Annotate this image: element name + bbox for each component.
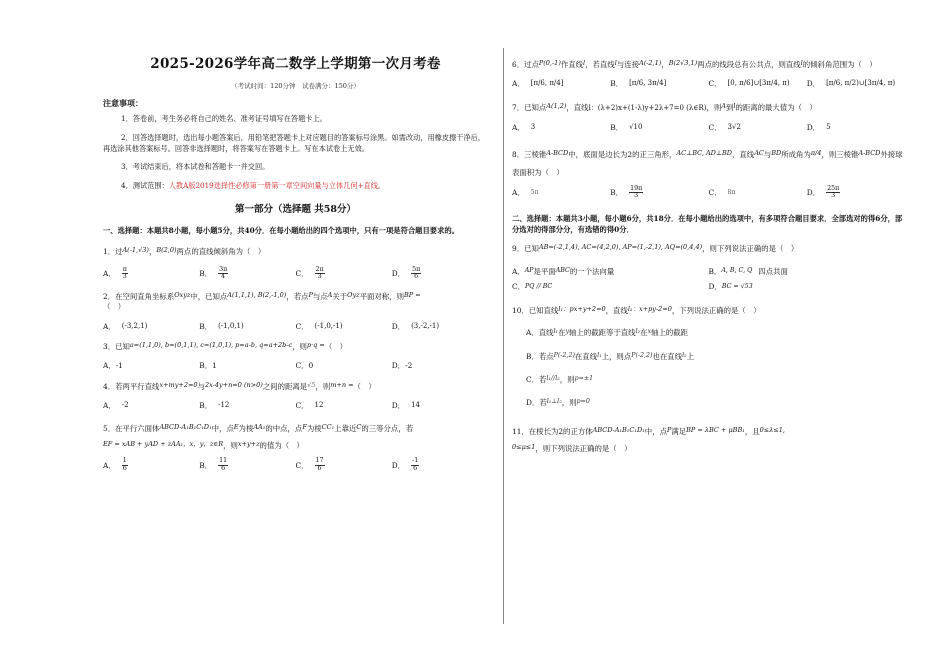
q5-math-4: F <box>302 423 307 432</box>
option-label: A． <box>103 321 116 331</box>
q3-text-a: 3．已知 <box>103 341 130 351</box>
q2-options <box>103 322 488 331</box>
q3-text-c: （ ） <box>324 341 348 351</box>
q10-math-2: l₂：x+py-2=0 <box>627 305 672 314</box>
q7-option-b[interactable] <box>610 123 708 132</box>
q1-options <box>103 267 488 281</box>
fraction <box>315 267 325 281</box>
q9-options <box>512 267 905 298</box>
q2-option-c[interactable] <box>296 322 392 331</box>
q4-text-e: （ ） <box>353 381 376 391</box>
q7-option-c[interactable] <box>709 123 807 132</box>
q4-math-2: 2x-4y+n=0 (n>0) <box>204 380 263 389</box>
option-label: B． <box>199 321 213 331</box>
question-6 <box>512 56 905 73</box>
q5-math-5: CC₁ <box>321 423 335 432</box>
q2-text-c: ，若点 <box>286 292 309 302</box>
notice-item-2: 2．回答选择题时，选出每小题答案后，用铅笔把答题卡上对应题目的答案标号涂黑。如需改动，用橡皮擦干净后，再选涂其他答案标号。回答非选择题时，将答案写在答题卡上。写在本试卷上无效。 <box>103 132 485 153</box>
q2-text-g: （ ） <box>103 302 126 312</box>
q7-option-d[interactable] <box>807 123 905 132</box>
q6-text-g: 的倾斜角范围为（ ） <box>802 60 877 69</box>
q7-options <box>512 123 905 132</box>
q8-text-a: 8．三棱锥 <box>512 150 547 160</box>
q3-math-2: p·q = <box>306 340 325 349</box>
option-label: C． <box>708 79 722 89</box>
q9-option-d[interactable] <box>709 282 906 291</box>
numerator: 5π <box>412 265 421 273</box>
q8-math-6: A-BCD <box>858 149 881 158</box>
denominator: 6 <box>413 464 418 472</box>
q10-d-math-1: l₁⊥l₂ <box>546 398 562 406</box>
q4-text-c: 之间的距离是 <box>262 381 308 391</box>
q4-math-1: x+my+2=0 <box>159 380 198 389</box>
q3-text-b: ，则 <box>292 341 307 351</box>
q4-text-a: 4．若两平行直线 <box>103 381 160 391</box>
q2-text-a: 2．在空间直角坐标系 <box>103 292 175 302</box>
right-column <box>512 48 905 458</box>
q2-text-b: 中，已知点 <box>190 292 228 302</box>
option-label: B． <box>610 79 624 89</box>
q11-math-4: 0≤λ≤1, 0≤μ≤1 <box>512 426 785 452</box>
q10-d-text-2: ，则 <box>561 398 577 408</box>
option-label: D． <box>806 188 821 198</box>
question-9 <box>512 243 905 254</box>
q10-c-math-1: l₁//l₂ <box>546 374 560 382</box>
option-label: B． <box>610 123 624 133</box>
q8-options <box>512 186 905 200</box>
fraction <box>122 267 128 281</box>
q10-a-math-1: l₁ <box>553 328 559 336</box>
option-label: C． <box>295 321 309 331</box>
option-label: C． <box>295 269 309 279</box>
notice-item-4-prefix: 4．测试范围： <box>121 181 169 191</box>
q2-option-a[interactable] <box>103 322 199 331</box>
q1-option-b[interactable] <box>199 267 295 281</box>
q6-text-c: ，若直线 <box>585 60 615 69</box>
q8-option-b[interactable] <box>610 186 708 200</box>
denominator: 3 <box>122 273 127 281</box>
q5-text-g: 的三等分点，若 <box>361 424 414 434</box>
q10-b-text-4: 上，则点 <box>601 351 632 361</box>
q10-math-1: l₁：px+y+2=0 <box>558 305 606 314</box>
q7-option-a[interactable] <box>512 123 610 132</box>
q5-option-b[interactable] <box>199 458 295 472</box>
option-label: B． <box>199 269 213 279</box>
q8-option-d[interactable] <box>807 186 905 200</box>
option-label: C． <box>708 123 722 133</box>
q5-math-8: x+y+z <box>237 440 260 449</box>
q9-text-a: 9．已知 <box>512 244 539 254</box>
q9-option-b[interactable] <box>709 267 906 276</box>
q2-math-6: BP = <box>403 291 421 300</box>
q1-math-2: B(2,0) <box>156 246 177 255</box>
question-5 <box>103 420 488 454</box>
q2-text-f: 平面对称，则 <box>359 292 404 302</box>
q9-b-math: A, B, C, Q <box>721 267 753 275</box>
q5-text-c: 为棱 <box>238 424 254 434</box>
q2-option-d[interactable] <box>392 322 488 331</box>
q1-text-b: ， <box>148 247 157 257</box>
q8-option-c[interactable] <box>709 186 807 200</box>
q3-option-b[interactable]: B．1 <box>199 361 217 371</box>
q5-options <box>103 458 488 472</box>
q7-text-e: 的距离的最大值为（ ） <box>735 103 817 113</box>
numerator: 1 <box>122 457 127 465</box>
section1-instructions: 一、选择题：本题共8小题，每小题5分，共40分．在每小题给出的四个选项中，只有一项是符合题目要求的。 <box>103 225 459 235</box>
numerator: π <box>122 265 127 273</box>
q1-option-c[interactable] <box>296 267 392 281</box>
q5-text-d: 的中点，点 <box>265 424 303 434</box>
q10-b-math-7: l₂ <box>682 351 687 359</box>
fraction <box>122 458 128 472</box>
q6-option-c[interactable] <box>709 79 807 88</box>
q11-math-3: BP = λBC + μBB₁ <box>686 426 745 435</box>
q7-math-1: A(1,2) <box>546 102 567 111</box>
q10-option-b[interactable] <box>526 352 905 361</box>
q10-text-b: ，直线 <box>605 306 628 316</box>
q6-text-e: ， <box>661 60 669 69</box>
fraction <box>826 186 840 200</box>
q10-a-math-7: x <box>647 328 652 336</box>
q5-text-i: 的值为（ ） <box>259 441 304 451</box>
q10-b-math-1: P(-2,2) <box>553 351 575 359</box>
q1-text-c: 两点的直线倾斜角为（ ） <box>176 247 266 257</box>
q3-option-d[interactable]: D．-2 <box>391 361 413 371</box>
q9-a-math-2: ABC <box>555 267 570 275</box>
numerator: -1 <box>412 457 419 465</box>
denominator: 3 <box>831 192 836 200</box>
q5-math-3: AA₁ <box>253 423 266 432</box>
q6-math-2: l <box>583 59 586 67</box>
option-label: C． <box>295 460 309 470</box>
q5-text-b: 中，点 <box>211 424 234 434</box>
q10-text-c: ，下列说法正确的是（ ） <box>671 306 761 316</box>
q10-a-text-6: 在 <box>640 328 648 338</box>
q7-text-d: 到 <box>725 103 734 113</box>
q3-math-1: a=(1,1,0), b=(0,1,1), c=(1,0,1), p=a-b, q=a+2b-c <box>129 340 293 349</box>
option-label: A． <box>512 123 525 133</box>
q9-a-math-1: AP <box>524 267 534 275</box>
question-7 <box>512 102 905 114</box>
q8-text-c: ，直线 <box>732 150 755 160</box>
q6-math-3: l <box>614 59 617 67</box>
q6-text-a: 6．过点 <box>512 60 539 69</box>
option-value: 3 <box>530 123 536 132</box>
option-value: 5 <box>826 123 831 132</box>
fraction <box>629 186 643 200</box>
q2-math-5: Oyz <box>347 291 360 300</box>
q11-text-c: 满足 <box>671 427 687 437</box>
denominator: 6 <box>221 464 226 472</box>
q6-math-4: A(-2,1) <box>639 59 662 67</box>
q8-text-g: 外接球表面积为（ ） <box>512 150 903 178</box>
q4-text-d: ，则 <box>315 381 331 391</box>
q10-b-text-0: B．若点 <box>526 351 554 361</box>
option-label: C． <box>295 400 309 410</box>
q10-b-text-6: 也在直线 <box>652 351 683 361</box>
q9-c-math: PQ // BC <box>525 282 553 290</box>
q7-text-a: 7．已知点 <box>512 103 547 113</box>
q7-math-4: l <box>733 102 736 111</box>
q10-b-text-8: 上 <box>686 351 695 361</box>
q8-math-2: AC⊥BC, AD⊥BD <box>676 149 732 158</box>
option-label: C． <box>512 281 526 291</box>
option-label: D． <box>391 321 406 331</box>
denominator: 6 <box>122 464 127 472</box>
option-value: 8π <box>727 189 736 197</box>
q8-text-e: 所成角为 <box>781 150 811 160</box>
q4-math-3: √5 <box>307 380 316 389</box>
q5-math-1: ABCD-A₁B₁C₁D₁ <box>159 423 212 432</box>
option-label: A． <box>103 400 116 410</box>
q8-math-4: BD <box>771 149 782 158</box>
q10-option-a[interactable] <box>526 328 905 337</box>
test-scope: 人教A版2019选择性必修第一册第一章空间向量与立体几何+直线。 <box>168 181 386 191</box>
q6-text-b: 作直线 <box>560 60 584 69</box>
q8-text-d: 与 <box>763 150 772 160</box>
q11-math-1: ABCD-A₁B₁C₁D₁ <box>592 426 645 435</box>
q8-text-b: 中，底面是边长为2的正三角形， <box>568 150 677 160</box>
q9-a-text: 是平面 <box>533 266 556 276</box>
q1-option-d[interactable] <box>392 267 488 281</box>
option-value: [π/6, 3π/4] <box>629 79 667 88</box>
option-label: C． <box>708 188 722 198</box>
option-value: [π/6, π/2)∪[3π/4, π) <box>826 79 896 88</box>
q8-option-a[interactable] <box>512 186 610 200</box>
option-label: A． <box>103 460 116 470</box>
question-3 <box>103 341 488 352</box>
question-1 <box>103 246 488 257</box>
option-label: A． <box>512 188 525 198</box>
exam-subtitle: （考试时间：120分钟 试卷满分：150分） <box>231 81 360 90</box>
option-value: (-3,2,1) <box>121 321 148 330</box>
q11-text-e: ，则下列说法正确的是（ ） <box>535 444 632 454</box>
column-divider <box>503 48 504 624</box>
numerator: 2π <box>315 265 324 273</box>
q10-a-math-5: l₂ <box>635 328 641 336</box>
fraction <box>218 267 228 281</box>
q11-text-a: 11．在棱长为2的正方体 <box>512 427 593 437</box>
q6-option-a[interactable] <box>512 79 610 88</box>
question-8 <box>512 146 905 182</box>
numerator: 11 <box>219 457 228 465</box>
q10-d-text-0: D．若 <box>526 398 547 408</box>
question-10 <box>512 305 905 316</box>
q10-b-math-5: P(-2,2) <box>631 351 653 359</box>
notice-heading: 注意事项： <box>103 98 143 108</box>
q2-math-4: A <box>327 291 333 300</box>
section2-instructions: 二、选择题：本题共3小题，每小题6分，共18分．在每小题给出的选项中，有多项符合题目要求．全部选对的得6分，部分选对的得部分分，有选错的得0分． <box>512 214 903 234</box>
q9-a-text-2: 的一个法向量 <box>569 266 615 276</box>
option-label: B． <box>708 266 722 276</box>
q2-text-e: 关于 <box>332 292 348 302</box>
q2-math-3: P <box>308 291 313 300</box>
part1-title: 第一部分（选择题 共58分） <box>234 203 357 215</box>
option-label: D． <box>391 400 406 410</box>
option-label: D． <box>806 123 821 133</box>
q11-math-2: P <box>666 426 672 435</box>
q1-math-1: A(-1,√3) <box>122 246 149 255</box>
option-value: (-1,0,1) <box>218 321 244 330</box>
q10-c-text-2: ，则 <box>559 374 575 384</box>
q9-math-1: AB=(-2,1,4), AC=(4,2,0), AP=(1,-2,1), AQ=(0,4,4) <box>538 243 703 252</box>
q7-math-2: l：(λ+2)x+(1-λ)y+2λ+7=0 (λ∈R) <box>588 104 707 113</box>
numerator: 25π <box>827 184 840 192</box>
option-label: A． <box>512 79 525 89</box>
q1-text-a: 1．过 <box>103 247 123 257</box>
q4-options <box>103 401 488 410</box>
q10-d-math-3: p=0 <box>576 398 590 406</box>
q10-a-text-4: 轴上的截距等于直线 <box>569 328 636 338</box>
q2-math-2: A(1,1,1), B(2,-1,0) <box>227 291 287 300</box>
q5-text-f: 上靠近 <box>334 424 357 434</box>
fraction <box>218 458 228 472</box>
fraction <box>411 267 421 281</box>
q10-option-d[interactable] <box>526 398 905 407</box>
q3-option-a[interactable]: A．-1 <box>103 361 123 371</box>
denominator: 4 <box>221 273 226 281</box>
q6-math-1: P(0,-1) <box>538 59 561 67</box>
q7-text-b: ，直线 <box>566 103 589 113</box>
option-value: 14 <box>411 401 420 410</box>
q3-option-c[interactable]: C．0 <box>295 361 314 371</box>
q10-a-math-3: y <box>565 328 570 336</box>
option-value: √10 <box>629 123 643 132</box>
q2-option-b[interactable] <box>199 322 295 331</box>
left-column <box>103 48 488 472</box>
option-value: [0, π/6]∪[3π/4, π) <box>727 79 790 88</box>
q4-math-4: m+n = <box>330 380 354 389</box>
notice-item-3: 3．考试结束后，将本试卷和答题卡一并交回。 <box>121 162 270 172</box>
option-label: B． <box>610 188 624 198</box>
q5-math-6: C <box>356 423 362 432</box>
q6-option-d[interactable] <box>807 79 905 88</box>
option-label: D． <box>391 460 406 470</box>
fraction <box>411 458 419 472</box>
option-value: -2 <box>121 401 129 410</box>
q3-options <box>103 361 488 370</box>
q6-option-b[interactable] <box>610 79 708 88</box>
q6-text-f: 两点的线段总有公共点，则直线 <box>697 60 801 69</box>
denominator: 3 <box>634 192 639 200</box>
q4-option-a[interactable] <box>103 401 199 410</box>
q5-text-e: 为棱 <box>306 424 322 434</box>
denominator: 6 <box>317 464 322 472</box>
option-value: (3,-2,-1) <box>411 321 440 330</box>
q8-math-3: AC <box>754 149 764 158</box>
q5-option-c[interactable] <box>296 458 392 472</box>
q10-a-text-8: 轴上的截距 <box>651 328 689 338</box>
option-label: D． <box>806 79 821 89</box>
q5-math-2: E <box>233 423 239 432</box>
q4-option-b[interactable] <box>199 401 295 410</box>
q6-options <box>512 79 905 88</box>
q2-text-d: 与点 <box>312 292 328 302</box>
numerator: 17 <box>315 457 324 465</box>
option-label: D． <box>708 281 722 291</box>
question-4 <box>103 381 488 392</box>
numerator: 3π <box>219 265 228 273</box>
q4-option-d[interactable] <box>392 401 488 410</box>
q10-c-math-3: p=±1 <box>574 374 594 382</box>
q6-math-5: B(2√3,1) <box>668 59 698 67</box>
option-value: [π/6, π/4] <box>530 79 564 88</box>
fraction <box>315 458 325 472</box>
q10-c-text-0: C．若 <box>526 374 547 384</box>
q9-b-text: 四点共面 <box>758 266 788 276</box>
numerator: 19π <box>630 184 643 192</box>
q5-option-d[interactable] <box>392 458 488 472</box>
q2-math-1: Oxyz <box>174 291 191 300</box>
q5-text-a: 5．在平行六面体 <box>103 424 160 434</box>
q1-option-a[interactable] <box>103 267 199 281</box>
q7-math-3: A <box>721 102 726 111</box>
option-label: B． <box>199 400 213 410</box>
q5-text-h: ，则 <box>223 441 238 451</box>
q5-math-7: EF = xAB + yAD + zAA₁，x，y，z∈R <box>103 440 224 449</box>
notice-item-4 <box>103 181 488 192</box>
option-label: A． <box>512 266 525 276</box>
denominator: 6 <box>414 273 419 281</box>
q9-d-math: BC = √53 <box>721 282 753 290</box>
option-label: D． <box>391 269 406 279</box>
option-value: -12 <box>218 401 230 410</box>
q4-option-c[interactable] <box>296 401 392 410</box>
notice-item-1: 1．答卷前，考生务必将自己的姓名、准考证号填写在答题卡上。 <box>121 114 327 123</box>
q5-option-a[interactable] <box>103 458 199 472</box>
denominator: 3 <box>317 273 322 281</box>
q7-text-c: ，则 <box>706 103 722 113</box>
q11-text-d: ，且 <box>744 427 760 437</box>
option-value: 12 <box>314 401 324 410</box>
q8-math-1: A-BCD <box>546 149 569 158</box>
option-value: (-1,0,-1) <box>314 321 343 330</box>
q10-text-a: 10．已知直线 <box>512 306 559 316</box>
option-label: A． <box>103 269 116 279</box>
q4-text-b: 与 <box>197 381 205 391</box>
question-11 <box>512 423 905 457</box>
q10-b-text-2: 在直线 <box>574 351 598 361</box>
q8-text-f: ，则三棱锥 <box>821 150 859 160</box>
q11-text-b: 中，点 <box>644 427 667 437</box>
q9-option-a[interactable] <box>512 267 709 276</box>
q10-option-c[interactable] <box>526 375 905 384</box>
option-value: 5π <box>530 189 539 197</box>
q10-a-text-2: 在 <box>558 328 566 338</box>
option-label: B． <box>199 460 213 470</box>
q8-math-5: π/4 <box>810 149 822 158</box>
question-2 <box>103 291 488 313</box>
q6-math-6: l <box>800 59 803 67</box>
option-value: 3√2 <box>727 123 741 132</box>
q10-b-math-3: l₁ <box>597 351 602 359</box>
exam-title: 2025-2026学年高二数学上学期第一次月考卷 <box>150 56 441 72</box>
q9-option-c[interactable] <box>512 282 709 291</box>
q6-text-d: 与连接 <box>616 60 639 69</box>
q10-a-text-0: A．直线 <box>526 328 554 338</box>
q9-text-b: ，则下列说法正确的是（ ） <box>702 244 799 254</box>
